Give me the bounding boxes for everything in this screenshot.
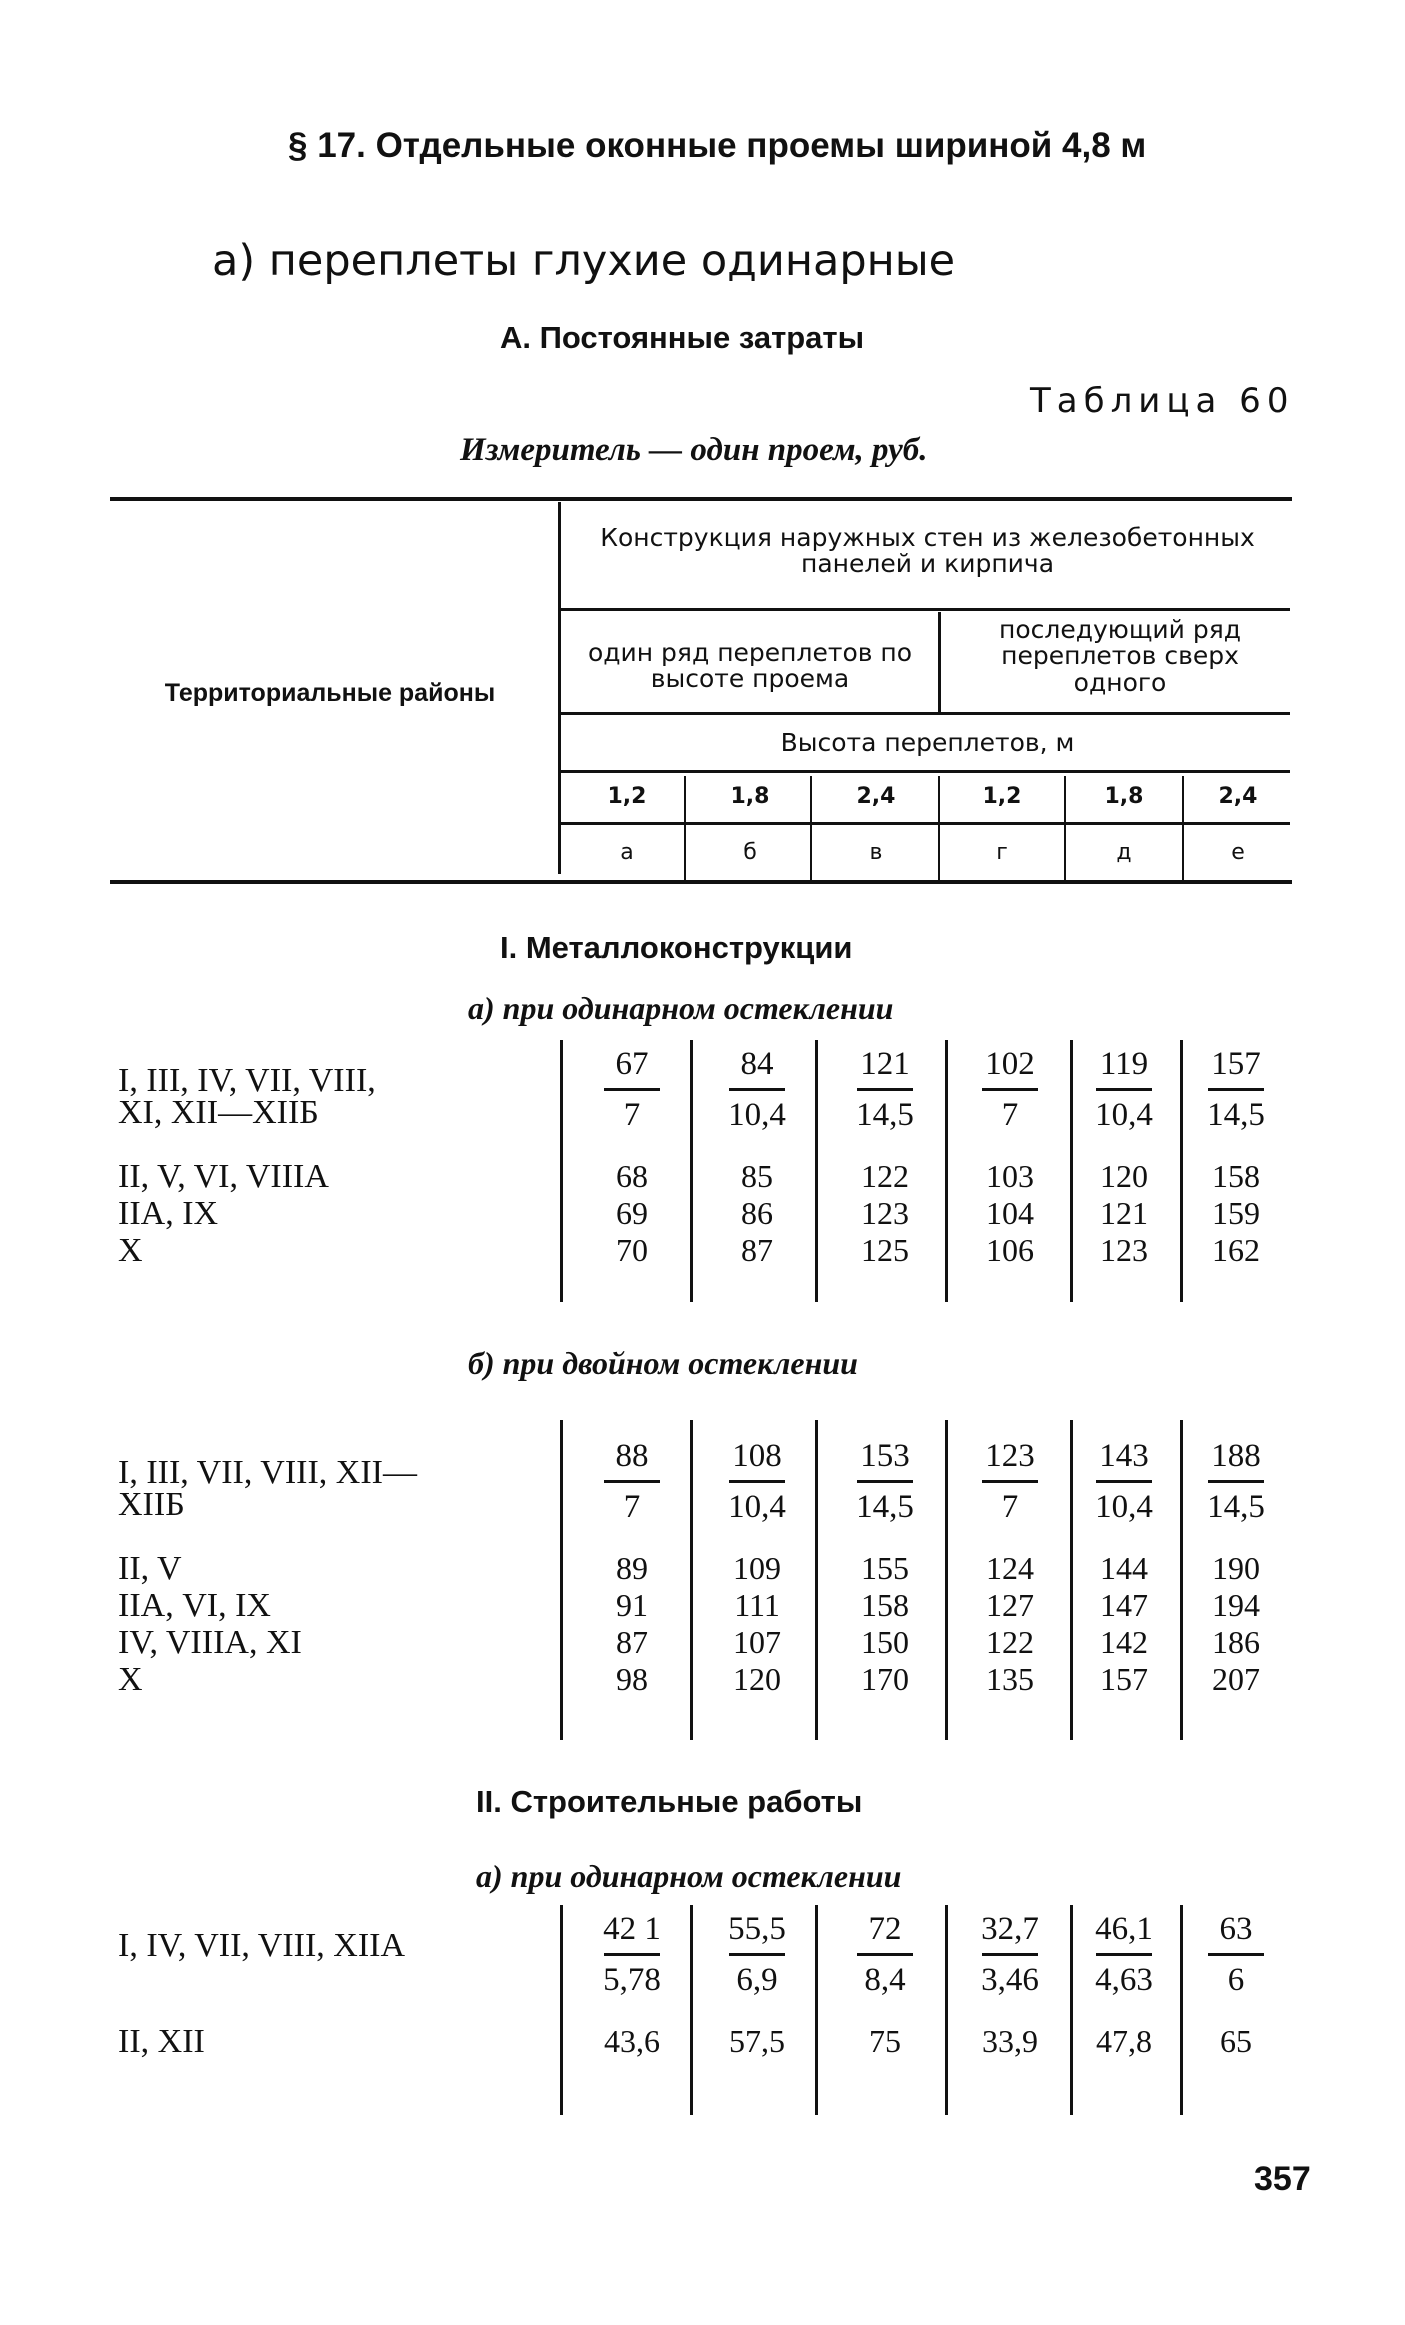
- fraction-numerator: 102: [985, 1046, 1035, 1082]
- section2-sub-a: а) при одинарном остеклении: [476, 1858, 902, 1894]
- column-separator: [1180, 1040, 1183, 1302]
- fraction-denominator: 10,4: [728, 1097, 786, 1133]
- row-label-cont: XI, XII—XIIБ: [118, 1094, 319, 1131]
- fraction-cell: [1079, 1905, 1169, 2004]
- value-cell: 155: [861, 1550, 909, 1586]
- fraction-cell: [965, 1040, 1055, 1139]
- fraction-denominator: 10,4: [1095, 1489, 1153, 1525]
- fraction-numerator: 119: [1099, 1046, 1149, 1082]
- column-separator: [815, 1040, 818, 1302]
- fraction-cell: [965, 1905, 1055, 2004]
- letter-b: б: [743, 840, 757, 865]
- value-cell: 186: [1212, 1624, 1260, 1660]
- column-separator: [1070, 1420, 1073, 1740]
- fraction-denominator: 8,4: [864, 1962, 906, 1998]
- value-cell: 43,6: [604, 2023, 660, 2059]
- column-separator: [560, 1040, 563, 1302]
- value-cell: 157: [1100, 1661, 1148, 1697]
- construction-header: Конструкция наружных стен из железобетонных панелей и кирпича: [600, 523, 1255, 579]
- fraction-cell: [840, 1432, 930, 1531]
- value-cell: 121: [1100, 1195, 1148, 1231]
- fraction-numerator: 88: [615, 1438, 649, 1474]
- row-label-cont: XIIБ: [118, 1486, 185, 1523]
- value-cell: 109: [733, 1550, 781, 1586]
- value-cell: 158: [1212, 1158, 1260, 1194]
- row-label: II, XII: [118, 2023, 205, 2060]
- construction-rule: [561, 608, 1290, 611]
- value-cell: 98: [616, 1661, 648, 1697]
- value-cell: 150: [861, 1624, 909, 1660]
- fraction-cell: [965, 1432, 1055, 1531]
- column-separator: [560, 1420, 563, 1740]
- column-separator: [1180, 1905, 1183, 2115]
- column-separator: [690, 1905, 693, 2115]
- section-heading: § 17. Отдельные оконные проемы шириной 4,8 м: [288, 126, 1147, 165]
- value-cell: 65: [1220, 2023, 1252, 2059]
- value-cell: 75: [869, 2023, 901, 2059]
- fraction-denominator: 7: [623, 1489, 641, 1525]
- col-sep: [1064, 776, 1066, 880]
- fraction-cell: [587, 1905, 677, 2004]
- fraction-numerator: 63: [1219, 1911, 1253, 1947]
- row-label: I, III, VII, VIII, XII—: [118, 1454, 417, 1491]
- page-number: 357: [1254, 2160, 1311, 2198]
- value-cell: 87: [741, 1232, 773, 1268]
- column-separator: [1070, 1040, 1073, 1302]
- fraction-numerator: 42 1: [603, 1911, 661, 1947]
- col-sep: [810, 776, 812, 880]
- fraction-denominator: 5,78: [603, 1962, 661, 1998]
- value-cell: 159: [1212, 1195, 1260, 1231]
- column-separator: [560, 1905, 563, 2115]
- group2-header: последующий ряд переплетов сверх одного: [998, 615, 1242, 697]
- value-cell: 47,8: [1096, 2023, 1152, 2059]
- fraction-cell: [712, 1432, 802, 1531]
- col-sep: [684, 776, 686, 880]
- table-label: Таблица 60: [1030, 381, 1295, 421]
- height-5: 1,8: [1104, 784, 1144, 809]
- fraction-numerator: 157: [1211, 1046, 1261, 1082]
- fraction-denominator: 14,5: [856, 1489, 914, 1525]
- height-2: 1,8: [730, 784, 770, 809]
- value-cell: 190: [1212, 1550, 1260, 1586]
- height-1: 1,2: [607, 784, 647, 809]
- value-cell: 106: [986, 1232, 1034, 1268]
- fraction-numerator: 55,5: [728, 1911, 786, 1947]
- section1-sub-a: а) при одинарном остеклении: [468, 990, 894, 1026]
- fraction-denominator: 14,5: [1207, 1489, 1265, 1525]
- fraction-denominator: 3,46: [981, 1962, 1039, 1998]
- section1-sub-b: б) при двойном остеклении: [468, 1345, 858, 1381]
- fraction-cell: [587, 1432, 677, 1531]
- row-label: IIА, VI, IX: [118, 1587, 271, 1624]
- column-separator: [945, 1420, 948, 1740]
- row-label: X: [118, 1661, 143, 1698]
- fraction-cell: [1079, 1432, 1169, 1531]
- row-label: IV, VIIIА, XI: [118, 1624, 302, 1661]
- group1-header: один ряд переплетов по высоте проема: [587, 638, 913, 694]
- value-cell: 120: [733, 1661, 781, 1697]
- fraction-cell: [1079, 1040, 1169, 1139]
- group-divider: [938, 612, 941, 712]
- fraction-cell: [587, 1040, 677, 1139]
- row-label: I, IV, VII, VIII, XIIА: [118, 1927, 406, 1964]
- letter-e: е: [1231, 840, 1245, 865]
- row-label: I, III, IV, VII, VIII,: [118, 1062, 376, 1099]
- value-cell: 86: [741, 1195, 773, 1231]
- value-cell: 120: [1100, 1158, 1148, 1194]
- fraction-cell: [840, 1905, 930, 2004]
- fraction-cell: [712, 1905, 802, 2004]
- fraction-numerator: 188: [1211, 1438, 1261, 1474]
- value-cell: 125: [861, 1232, 909, 1268]
- value-cell: 107: [733, 1624, 781, 1660]
- value-cell: 207: [1212, 1661, 1260, 1697]
- col-sep: [1182, 776, 1184, 880]
- fraction-cell: [712, 1040, 802, 1139]
- column-separator: [690, 1420, 693, 1740]
- letter-d: д: [1116, 840, 1132, 865]
- fraction-numerator: 72: [868, 1911, 902, 1947]
- value-cell: 87: [616, 1624, 648, 1660]
- fraction-numerator: 67: [615, 1046, 649, 1082]
- fraction-denominator: 6: [1227, 1962, 1245, 1998]
- table-top-rule: [110, 497, 1292, 501]
- column-separator: [815, 1420, 818, 1740]
- measure-unit: Измеритель — один проем, руб.: [460, 432, 928, 468]
- section2-title: II. Строительные работы: [476, 1784, 863, 1819]
- letter-a: а: [620, 840, 634, 865]
- col-sep: [938, 776, 940, 880]
- fraction-numerator: 108: [732, 1438, 782, 1474]
- row-label: IIА, IX: [118, 1195, 219, 1232]
- value-cell: 123: [861, 1195, 909, 1231]
- value-cell: 122: [861, 1158, 909, 1194]
- value-cell: 70: [616, 1232, 648, 1268]
- value-cell: 33,9: [982, 2023, 1038, 2059]
- fraction-numerator: 123: [985, 1438, 1035, 1474]
- fraction-numerator: 84: [740, 1046, 774, 1082]
- value-cell: 135: [986, 1661, 1034, 1697]
- height-4: 1,2: [982, 784, 1022, 809]
- height-6: 2,4: [1218, 784, 1258, 809]
- fraction-numerator: 143: [1099, 1438, 1149, 1474]
- row-label: II, V, VI, VIIIА: [118, 1158, 329, 1195]
- value-cell: 104: [986, 1195, 1034, 1231]
- fraction-denominator: 14,5: [856, 1097, 914, 1133]
- fraction-denominator: 10,4: [1095, 1097, 1153, 1133]
- letter-g: г: [996, 840, 1008, 865]
- column-separator: [945, 1040, 948, 1302]
- value-cell: 89: [616, 1550, 648, 1586]
- value-cell: 144: [1100, 1550, 1148, 1586]
- fraction-numerator: 32,7: [981, 1911, 1039, 1947]
- fraction-denominator: 14,5: [1207, 1097, 1265, 1133]
- header-vertical-rule: [558, 502, 561, 874]
- value-cell: 68: [616, 1158, 648, 1194]
- value-cell: 158: [861, 1587, 909, 1623]
- fraction-cell: [1191, 1905, 1281, 2004]
- value-cell: 85: [741, 1158, 773, 1194]
- fraction-numerator: 46,1: [1095, 1911, 1153, 1947]
- row-label: X: [118, 1232, 143, 1269]
- column-separator: [815, 1905, 818, 2115]
- height-3: 2,4: [856, 784, 896, 809]
- fraction-denominator: 7: [1001, 1489, 1019, 1525]
- territory-header: Территориальные районы: [164, 679, 496, 707]
- value-cell: 103: [986, 1158, 1034, 1194]
- fraction-cell: [1191, 1040, 1281, 1139]
- row-label: II, V: [118, 1550, 182, 1587]
- value-cell: 170: [861, 1661, 909, 1697]
- column-separator: [945, 1905, 948, 2115]
- value-cell: 194: [1212, 1587, 1260, 1623]
- column-separator: [690, 1040, 693, 1302]
- fraction-numerator: 121: [860, 1046, 910, 1082]
- section1-title: I. Металлоконструкции: [500, 930, 853, 965]
- subheading: а) переплеты глухие одинарные: [212, 236, 956, 286]
- value-cell: 69: [616, 1195, 648, 1231]
- fraction-cell: [1191, 1432, 1281, 1531]
- group-rule: [561, 712, 1290, 715]
- value-cell: 162: [1212, 1232, 1260, 1268]
- fraction-denominator: 10,4: [728, 1489, 786, 1525]
- fraction-numerator: 153: [860, 1438, 910, 1474]
- value-cell: 127: [986, 1587, 1034, 1623]
- value-cell: 147: [1100, 1587, 1148, 1623]
- value-cell: 123: [1100, 1232, 1148, 1268]
- letter-v: в: [869, 840, 883, 865]
- fraction-denominator: 4,63: [1095, 1962, 1153, 1998]
- column-separator: [1180, 1420, 1183, 1740]
- value-cell: 122: [986, 1624, 1034, 1660]
- fraction-denominator: 7: [623, 1097, 641, 1133]
- value-cell: 142: [1100, 1624, 1148, 1660]
- value-cell: 124: [986, 1550, 1034, 1586]
- value-cell: 91: [616, 1587, 648, 1623]
- fraction-denominator: 7: [1001, 1097, 1019, 1133]
- table-header-bottom-rule: [110, 880, 1292, 884]
- part-heading: А. Постоянные затраты: [500, 320, 865, 355]
- height-header: Высота переплетов, м: [780, 728, 1075, 757]
- column-separator: [1070, 1905, 1073, 2115]
- value-cell: 111: [734, 1587, 780, 1623]
- fraction-denominator: 6,9: [736, 1962, 778, 1998]
- height-rule: [561, 770, 1290, 773]
- heights-rule: [561, 822, 1290, 825]
- value-cell: 57,5: [729, 2023, 785, 2059]
- fraction-cell: [840, 1040, 930, 1139]
